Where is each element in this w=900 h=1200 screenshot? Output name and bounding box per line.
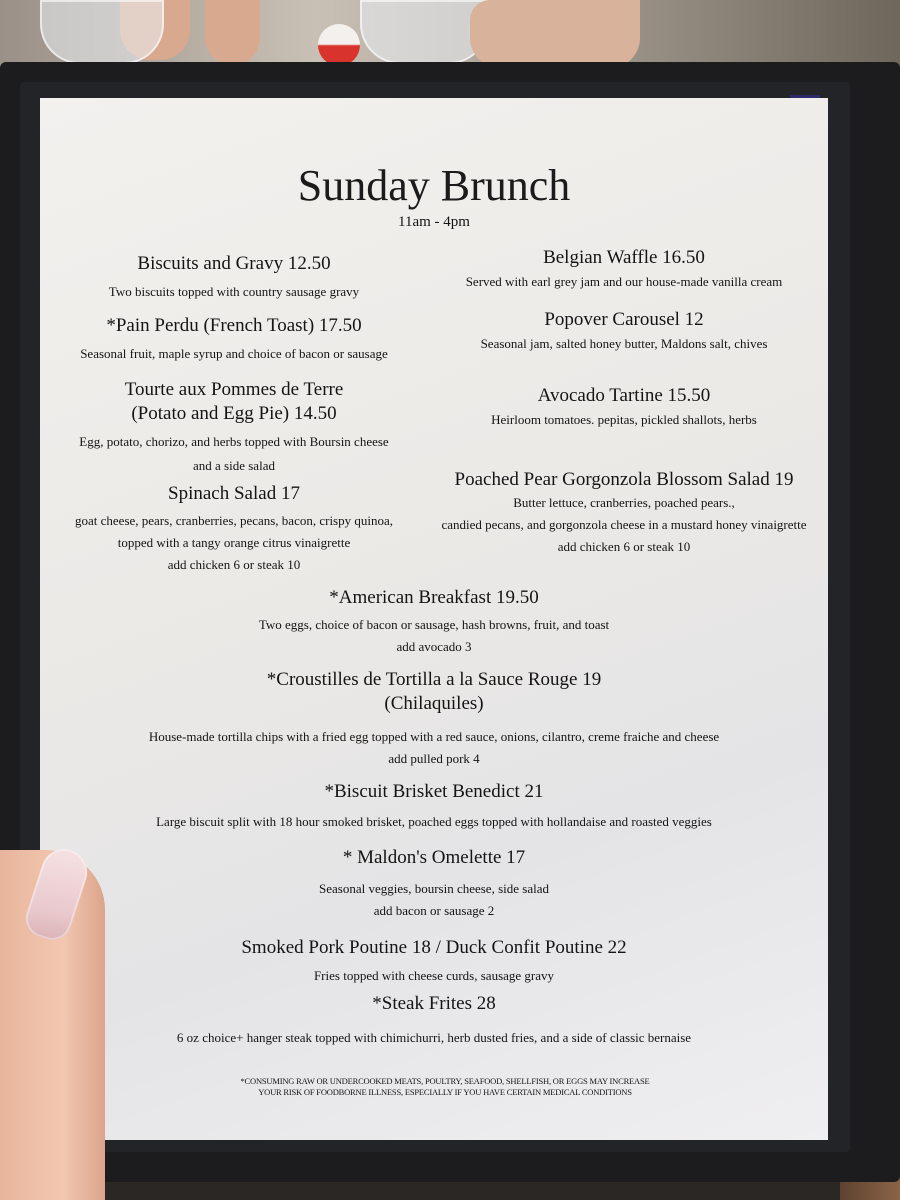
- finger: [205, 0, 260, 65]
- item-name: *Croustilles de Tortilla a la Sauce Rouge 19: [266, 669, 602, 690]
- item-name: *Biscuit Brisket Benedict 21: [324, 781, 544, 802]
- menu-page: [40, 98, 828, 1140]
- item-name: Belgian Waffle 16.50: [543, 247, 705, 268]
- menu-item: [40, 846, 828, 922]
- item-description: Seasonal fruit, maple syrup and choice of bacon or sausage: [80, 346, 388, 361]
- item-name: Spinach Salad 17: [168, 483, 300, 504]
- item-description-line: add avocado 3: [396, 639, 472, 654]
- fishing-bobber-decoration: [318, 24, 360, 66]
- item-description: Fries topped with cheese curds, sausage gravy: [313, 968, 555, 983]
- item-description-line: goat cheese, pears, cranberries, pecans, bacon, crispy quinoa,: [75, 513, 393, 528]
- drink-glass: [40, 0, 164, 64]
- item-name: *American Breakfast 19.50: [329, 587, 539, 608]
- menu-title: Sunday Brunch: [297, 161, 571, 210]
- item-description: [40, 510, 428, 576]
- item-description-line: Butter lettuce, cranberries, poached pears.,: [513, 495, 735, 510]
- item-description: [40, 430, 428, 478]
- menu-item: [420, 246, 828, 294]
- item-name: Popover Carousel 12: [544, 309, 704, 330]
- menu-item: [40, 992, 828, 1050]
- menu-hours: 11am - 4pm: [398, 214, 470, 230]
- item-name: (Potato and Egg Pie) 14.50: [131, 403, 337, 424]
- menu-item: [420, 384, 828, 432]
- item-description: 6 oz choice+ hanger steak topped with chimichurri, herb dusted fries, and a side of classic bernaise: [176, 1030, 692, 1045]
- item-description: [40, 878, 828, 922]
- item-name: Tourte aux Pommes de Terre: [124, 379, 344, 400]
- item-description-line: candied pecans, and gorgonzola cheese in a mustard honey vinaigrette: [441, 517, 807, 532]
- item-description: Served with earl grey jam and our house-made vanilla cream: [465, 274, 783, 289]
- item-description: [40, 726, 828, 770]
- item-description-line: add bacon or sausage 2: [373, 903, 495, 918]
- item-description-line: add pulled pork 4: [388, 751, 480, 766]
- allergy-disclaimer: [210, 1076, 680, 1098]
- item-name: * Maldon's Omelette 17: [342, 847, 526, 868]
- item-name: (Chilaquiles): [384, 693, 484, 714]
- menu-item: [40, 780, 828, 834]
- menu-item: [40, 668, 828, 770]
- item-name: Smoked Pork Poutine 18 / Duck Confit Poutine 22: [241, 937, 627, 958]
- menu-item: [40, 482, 428, 576]
- hand: [470, 0, 640, 68]
- menu-item: [40, 378, 428, 478]
- item-description-line: House-made tortilla chips with a fried egg topped with a red sauce, onions, cilantro, creme fraiche and cheese: [148, 729, 720, 744]
- menu-item: [40, 586, 828, 658]
- item-description-line: and a side salad: [193, 458, 275, 473]
- item-description: Seasonal jam, salted honey butter, Maldons salt, chives: [480, 336, 768, 351]
- item-description: [420, 492, 828, 558]
- item-description: Two biscuits topped with country sausage gravy: [108, 284, 360, 299]
- item-description: Heirloom tomatoes. pepitas, pickled shallots, herbs: [491, 412, 757, 427]
- disclaimer-line: *CONSUMING RAW OR UNDERCOOKED MEATS, POULTRY, SEAFOOD, SHELLFISH, OR EGGS MAY INCREASE: [240, 1076, 650, 1086]
- menu-item: [420, 308, 828, 356]
- item-description-line: Egg, potato, chorizo, and herbs topped with Boursin cheese: [79, 434, 389, 449]
- item-description-line: add chicken 6 or steak 10: [557, 539, 691, 554]
- item-description: [40, 614, 828, 658]
- item-name: Avocado Tartine 15.50: [537, 385, 711, 406]
- menu-item: [420, 468, 828, 558]
- item-name: Poached Pear Gorgonzola Blossom Salad 19: [454, 469, 794, 490]
- menu-item: [40, 252, 428, 304]
- item-name: *Steak Frites 28: [372, 993, 496, 1014]
- item-description-line: Seasonal veggies, boursin cheese, side salad: [319, 881, 549, 896]
- disclaimer-line: YOUR RISK OF FOODBORNE ILLNESS, ESPECIALLY IF YOU HAVE CERTAIN MEDICAL CONDITIONS: [258, 1087, 632, 1097]
- menu-item: [40, 314, 428, 366]
- menu-item: [40, 936, 828, 988]
- item-description: Large biscuit split with 18 hour smoked brisket, poached eggs topped with hollandaise and roasted veggies: [156, 814, 712, 829]
- item-description-line: Two eggs, choice of bacon or sausage, hash browns, fruit, and toast: [258, 617, 610, 632]
- item-name: Biscuits and Gravy 12.50: [137, 253, 331, 274]
- item-name: *Pain Perdu (French Toast) 17.50: [106, 315, 362, 336]
- item-description-line: add chicken 6 or steak 10: [167, 557, 301, 572]
- item-description-line: topped with a tangy orange citrus vinaigrette: [117, 535, 351, 550]
